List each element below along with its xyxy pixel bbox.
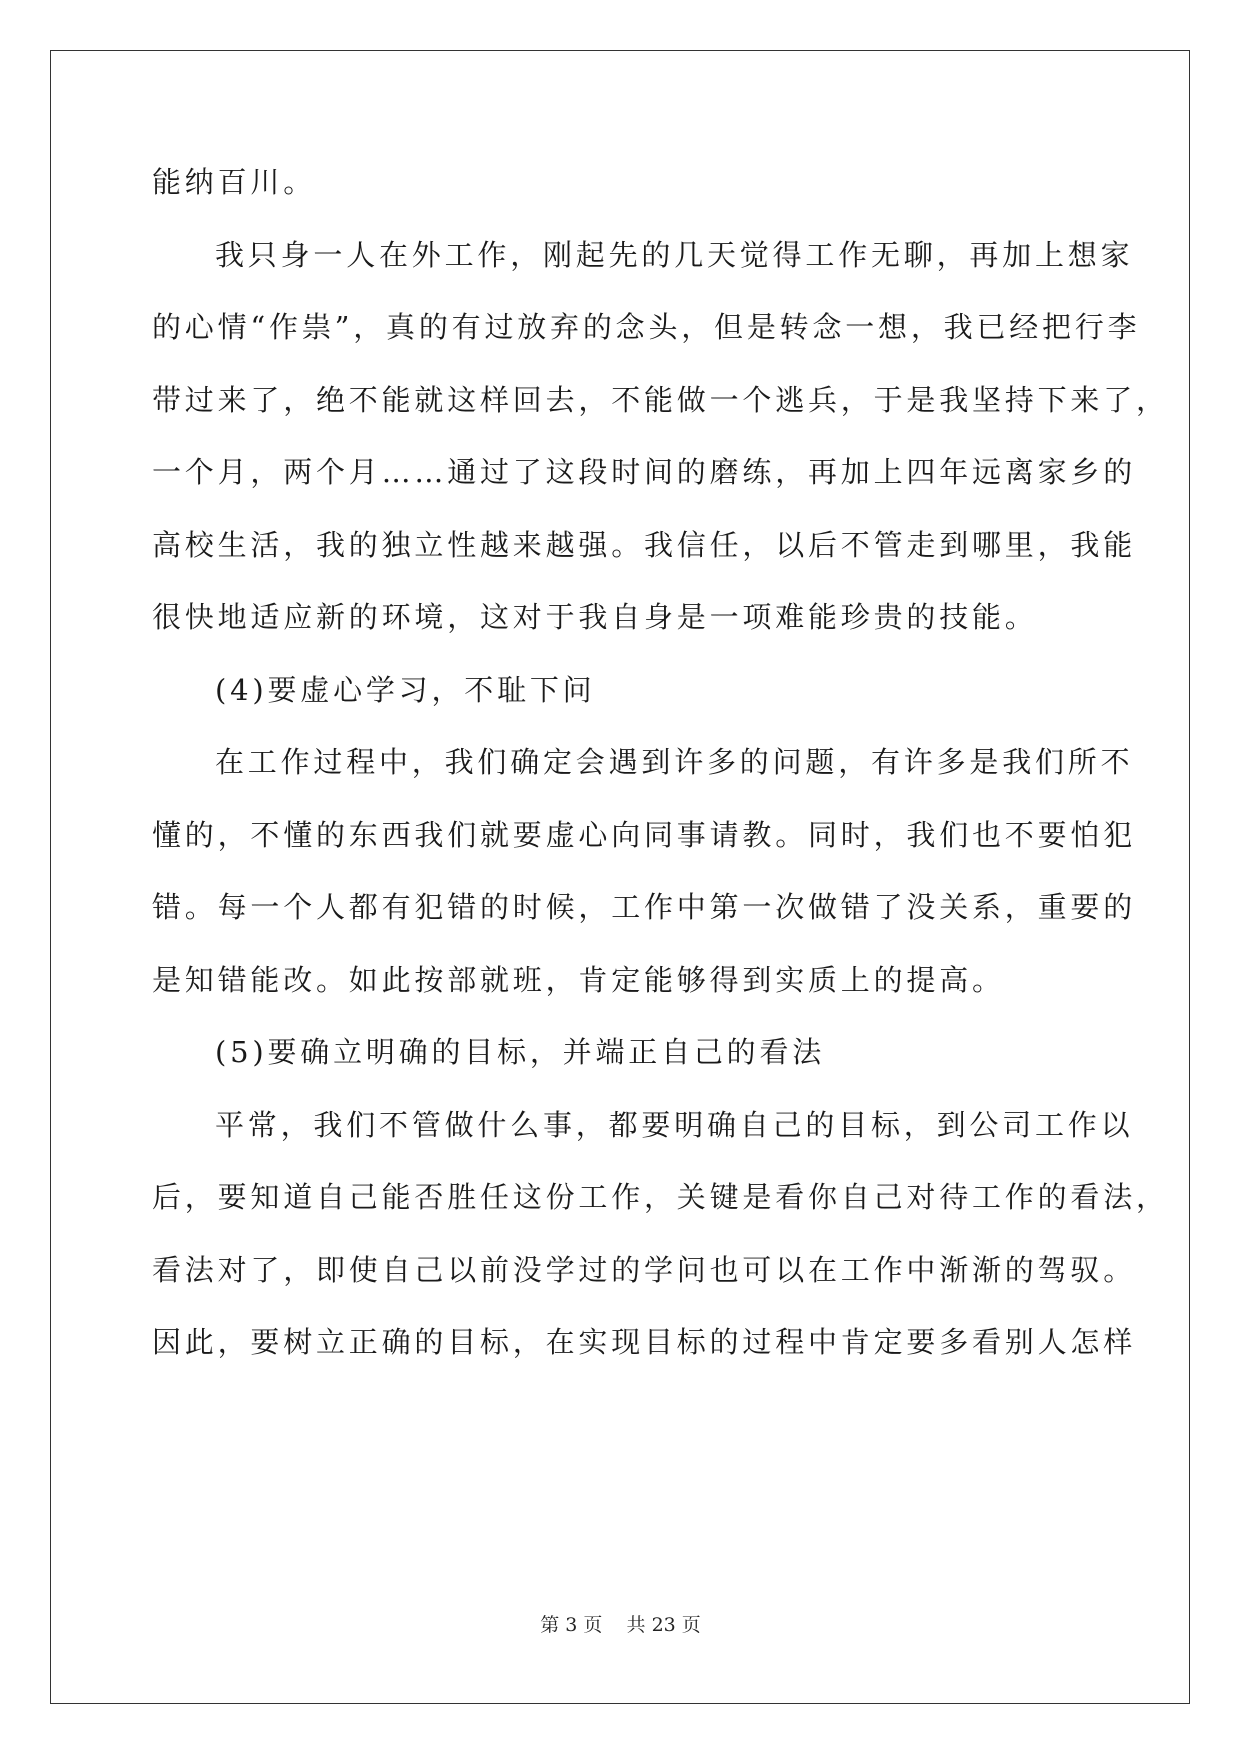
page-number: 第 3 页 共 23 页 [540,1614,701,1636]
text-line: (5)要确立明确的目标，并端正自己的看法 [215,1035,826,1069]
text-line: 平常，我们不管做什么事，都要明确自己的目标，到公司工作以 [215,1107,1134,1142]
text-line: 高校生活，我的独立性越来越强。我信任，以后不管走到哪里，我能 [152,527,1137,562]
text-line: 一个月，两个月……通过了这段时间的磨练，再加上四年远离家乡的 [152,455,1137,489]
text-line: 带过来了，绝不能就这样回去，不能做一个逃兵，于是我坚持下来了， [152,382,1169,417]
page-frame [50,50,1190,1704]
text-line: 错。每一个人都有犯错的时候，工作中第一次做错了没关系，重要的 [152,890,1137,924]
text-line: 的心情“作祟”，真的有过放弃的念头，但是转念一想，我已经把行李 [152,310,1141,344]
text-line: (4)要虚心学习，不耻下问 [215,672,596,707]
page-footer [0,1613,1241,1637]
text-line: 在工作过程中，我们确定会遇到许多的问题，有许多是我们所不 [215,745,1134,779]
text-line: 我只身一人在外工作，刚起先的几天觉得工作无聊，再加上想家 [215,237,1134,272]
text-line: 看法对了，即使自己以前没学过的学问也可以在工作中渐渐的驾驭。 [152,1252,1137,1287]
text-line: 因此，要树立正确的目标，在实现目标的过程中肯定要多看别人怎样 [152,1325,1137,1359]
text-line: 后，要知道自己能否胜任这份工作，关键是看你自己对待工作的看法， [152,1180,1169,1214]
text-line: 懂的，不懂的东西我们就要虚心向同事请教。同时，我们也不要怕犯 [152,817,1137,852]
text-line: 很快地适应新的环境，这对于我自身是一项难能珍贵的技能。 [152,600,1038,634]
text-line: 能纳百川。 [152,165,317,199]
text-line: 是知错能改。如此按部就班，肯定能够得到实质上的提高。 [152,962,1005,997]
